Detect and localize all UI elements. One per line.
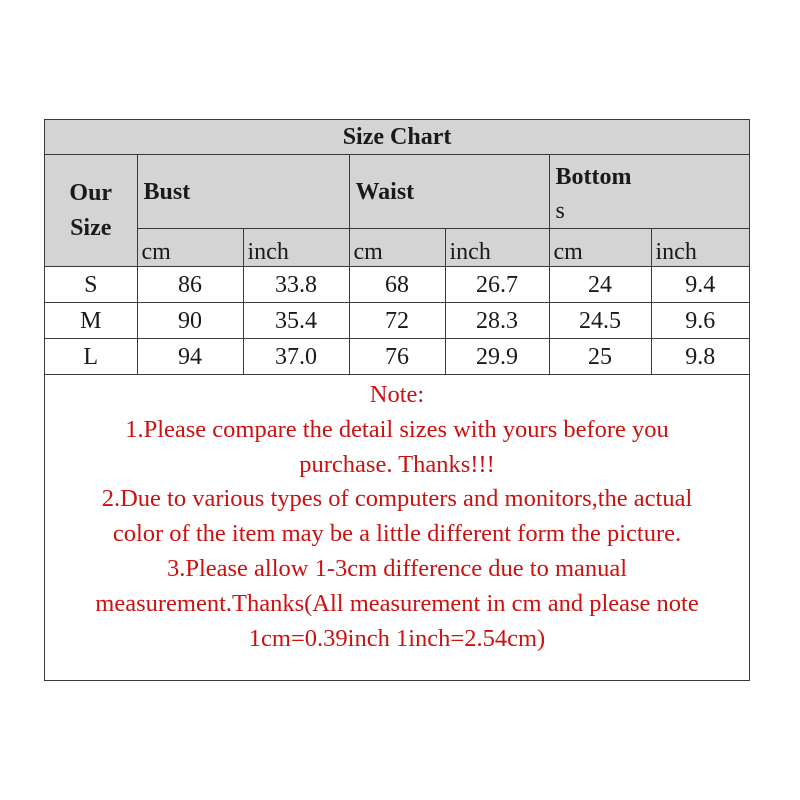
note-line: measurement.Thanks(All measurement in cm and please note [95,589,699,617]
table-row [45,339,749,375]
notes-heading: Note: [369,381,425,408]
table-row [45,303,749,339]
bust-inch-cell: 37.0 [243,339,349,375]
note-line: 2.Due to various types of computers and monitors,the actual [101,485,693,513]
bottoms-inch-cell: 9.4 [651,267,749,303]
table-row [45,267,749,303]
size-chart-table [45,120,749,375]
waist-header: Waist [349,155,549,229]
bottoms-inch-cell: 9.8 [651,339,749,375]
bottoms-line1: Bottom [555,164,632,190]
bottoms-cm-cell: 24.5 [549,303,651,339]
notes-section [45,378,749,656]
waist-cm-cell: 76 [349,339,445,375]
bottoms-cm-cell: 25 [549,339,651,375]
bottoms-line2: s [555,197,565,224]
bust-inch-cell: 35.4 [243,303,349,339]
bust-cm-cell: 90 [137,303,243,339]
note-line: 1.Please compare the detail sizes with yours before you [125,415,669,443]
note-line: 1cm=0.39inch 1inch=2.54cm) [248,624,546,652]
note-line: purchase. Thanks!!! [299,450,495,478]
bust-cm-unit: cm [137,229,243,267]
bottoms-cm-unit: cm [549,229,651,267]
bottoms-header [549,155,749,229]
waist-inch-cell: 28.3 [445,303,549,339]
bottoms-cm-cell: 24 [549,267,651,303]
size-cell: S [45,267,137,303]
our-size-line2: Size [70,214,112,241]
size-chart-frame [44,119,750,681]
bust-inch-unit: inch [243,229,349,267]
bottoms-inch-unit: inch [651,229,749,267]
chart-title: Size Chart [45,120,749,155]
bust-cm-cell: 86 [137,267,243,303]
bottoms-inch-cell: 9.6 [651,303,749,339]
waist-cm-cell: 68 [349,267,445,303]
our-size-header [45,155,137,267]
bust-header: Bust [137,155,349,229]
bust-inch-cell: 33.8 [243,267,349,303]
waist-inch-cell: 29.9 [445,339,549,375]
waist-cm-unit: cm [349,229,445,267]
waist-inch-unit: inch [445,229,549,267]
note-line: 3.Please allow 1-3cm difference due to manual [166,554,628,582]
our-size-line1: Our [69,179,113,206]
waist-inch-cell: 26.7 [445,267,549,303]
waist-cm-cell: 72 [349,303,445,339]
bust-cm-cell: 94 [137,339,243,375]
size-cell: L [45,339,137,375]
note-line: color of the item may be a little different form the picture. [112,520,682,548]
size-cell: M [45,303,137,339]
